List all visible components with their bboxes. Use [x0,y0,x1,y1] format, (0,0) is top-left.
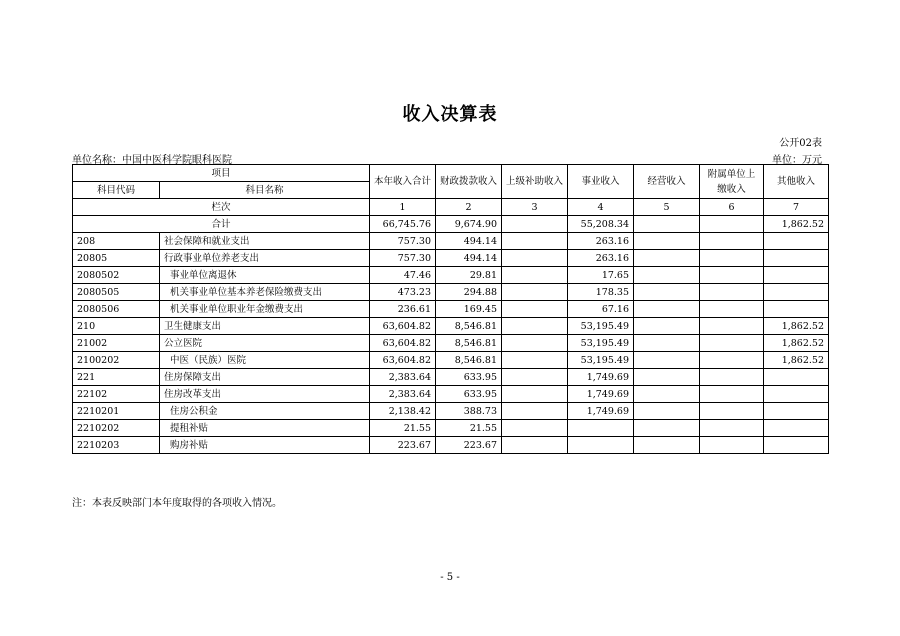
subject-name: 卫生健康支出 [160,318,370,335]
amount-cell: 21.55 [436,420,502,437]
amount-cell: 8,546.81 [436,352,502,369]
column-number: 4 [568,199,634,216]
table-row [73,403,829,420]
amount-cell [634,250,700,267]
subject-name: 社会保障和就业支出 [160,233,370,250]
table-row [73,335,829,352]
header-name: 科目名称 [160,182,370,199]
header-project: 项目 [73,165,370,182]
amount-cell [764,420,829,437]
amount-cell [764,369,829,386]
amount-cell: 53,195.49 [568,352,634,369]
amount-cell: 53,195.49 [568,335,634,352]
subject-name: 行政事业单位养老支出 [160,250,370,267]
amount-cell: 178.35 [568,284,634,301]
subject-code: 208 [73,233,160,250]
amount-cell [764,403,829,420]
header-operating-income: 经营收入 [634,165,700,199]
amount-cell [764,250,829,267]
table-row [73,386,829,403]
currency-unit: 单位：万元 [772,155,822,166]
total-cell: 55,208.34 [568,216,634,233]
amount-cell [502,420,568,437]
amount-cell: 63,604.82 [370,352,436,369]
amount-cell [634,335,700,352]
total-cell: 9,674.90 [436,216,502,233]
amount-cell [502,352,568,369]
amount-cell: 294.88 [436,284,502,301]
table-row [73,369,829,386]
subject-code: 2210203 [73,437,160,454]
amount-cell: 1,862.52 [764,352,829,369]
amount-cell: 17.65 [568,267,634,284]
amount-cell [700,233,764,250]
amount-cell [502,403,568,420]
total-row [73,216,829,233]
header-code: 科目代码 [73,182,160,199]
amount-cell [700,250,764,267]
amount-cell: 1,749.69 [568,403,634,420]
total-cell [502,216,568,233]
amount-cell [700,318,764,335]
amount-cell [634,267,700,284]
amount-cell [502,369,568,386]
header-row-top [73,165,829,182]
amount-cell: 263.16 [568,250,634,267]
amount-cell [764,301,829,318]
table-row [73,420,829,437]
column-number: 2 [436,199,502,216]
amount-cell: 63,604.82 [370,318,436,335]
amount-cell [502,267,568,284]
amount-cell: 473.23 [370,284,436,301]
subject-name: 住房保障支出 [160,369,370,386]
amount-cell [764,437,829,454]
subject-name: 住房公积金 [160,403,370,420]
amount-cell [634,284,700,301]
subject-code: 21002 [73,335,160,352]
table-row [73,284,829,301]
amount-cell: 67.16 [568,301,634,318]
amount-cell [502,301,568,318]
header-affiliated-income: 附属单位上缴收入 [700,165,764,199]
total-cell [634,216,700,233]
page-number: - 5 - [440,572,460,583]
table-row [73,267,829,284]
amount-cell: 388.73 [436,403,502,420]
total-cell [700,216,764,233]
table-row [73,301,829,318]
amount-cell [634,318,700,335]
amount-cell [634,233,700,250]
amount-cell: 63,604.82 [370,335,436,352]
table-row [73,250,829,267]
header-business-income: 事业收入 [568,165,634,199]
subject-name: 中医（民族）医院 [160,352,370,369]
amount-cell [502,284,568,301]
amount-cell: 263.16 [568,233,634,250]
total-cell: 1,862.52 [764,216,829,233]
amount-cell [700,369,764,386]
amount-cell [764,233,829,250]
column-number: 6 [700,199,764,216]
amount-cell [502,250,568,267]
amount-cell [502,318,568,335]
header-superior-subsidy: 上级补助收入 [502,165,568,199]
amount-cell [700,335,764,352]
header-total-income: 本年收入合计 [370,165,436,199]
amount-cell: 21.55 [370,420,436,437]
amount-cell [634,420,700,437]
amount-cell: 757.30 [370,250,436,267]
amount-cell: 29.81 [436,267,502,284]
amount-cell: 757.30 [370,233,436,250]
amount-cell: 1,749.69 [568,386,634,403]
table-row [73,352,829,369]
subject-code: 2080506 [73,301,160,318]
subject-name: 事业单位离退休 [160,267,370,284]
amount-cell: 169.45 [436,301,502,318]
subject-name: 机关事业单位职业年金缴费支出 [160,301,370,318]
amount-cell: 2,383.64 [370,369,436,386]
amount-cell [764,386,829,403]
subject-code: 22102 [73,386,160,403]
table-row [73,233,829,250]
amount-cell [634,437,700,454]
total-cell: 66,745.76 [370,216,436,233]
amount-cell: 1,749.69 [568,369,634,386]
header-fiscal-income: 财政拨款收入 [436,165,502,199]
amount-cell: 2,383.64 [370,386,436,403]
column-number: 5 [634,199,700,216]
column-number-label: 栏次 [73,199,370,216]
amount-cell [700,403,764,420]
amount-cell: 2,138.42 [370,403,436,420]
form-number: 公开02表 [779,138,822,149]
subject-code: 20805 [73,250,160,267]
amount-cell [700,267,764,284]
subject-code: 2080502 [73,267,160,284]
amount-cell [502,335,568,352]
amount-cell [568,437,634,454]
amount-cell [634,403,700,420]
subject-code: 2100202 [73,352,160,369]
amount-cell [502,386,568,403]
subject-name: 机关事业单位基本养老保险缴费支出 [160,284,370,301]
amount-cell: 223.67 [370,437,436,454]
amount-cell [700,386,764,403]
subject-code: 2210201 [73,403,160,420]
amount-cell [502,437,568,454]
column-number: 1 [370,199,436,216]
subject-code: 2210202 [73,420,160,437]
amount-cell [700,437,764,454]
table-note: 注：本表反映部门本年度取得的各项收入情况。 [72,498,282,509]
amount-cell: 223.67 [436,437,502,454]
amount-cell: 633.95 [436,369,502,386]
amount-cell: 494.14 [436,250,502,267]
amount-cell [568,420,634,437]
subject-code: 221 [73,369,160,386]
subject-code: 210 [73,318,160,335]
column-number: 3 [502,199,568,216]
amount-cell: 8,546.81 [436,335,502,352]
amount-cell: 1,862.52 [764,318,829,335]
subject-name: 住房改革支出 [160,386,370,403]
subject-name: 购房补贴 [160,437,370,454]
amount-cell [764,284,829,301]
table-row [73,437,829,454]
amount-cell: 53,195.49 [568,318,634,335]
subject-code: 2080505 [73,284,160,301]
amount-cell [700,352,764,369]
amount-cell: 633.95 [436,386,502,403]
amount-cell: 8,546.81 [436,318,502,335]
column-number-row [73,199,829,216]
amount-cell [700,420,764,437]
subject-name: 公立医院 [160,335,370,352]
unit-name: 单位名称：中国中医科学院眼科医院 [72,155,232,166]
amount-cell [700,284,764,301]
amount-cell: 47.46 [370,267,436,284]
subject-name: 提租补贴 [160,420,370,437]
total-label: 合计 [73,216,370,233]
column-number: 7 [764,199,829,216]
amount-cell [700,301,764,318]
amount-cell: 236.61 [370,301,436,318]
amount-cell [634,301,700,318]
amount-cell [634,386,700,403]
income-table [72,164,829,454]
header-other-income: 其他收入 [764,165,829,199]
amount-cell [502,233,568,250]
amount-cell [634,369,700,386]
amount-cell [764,267,829,284]
table-row [73,318,829,335]
page-title: 收入决算表 [402,104,498,125]
amount-cell [634,352,700,369]
amount-cell: 1,862.52 [764,335,829,352]
amount-cell: 494.14 [436,233,502,250]
